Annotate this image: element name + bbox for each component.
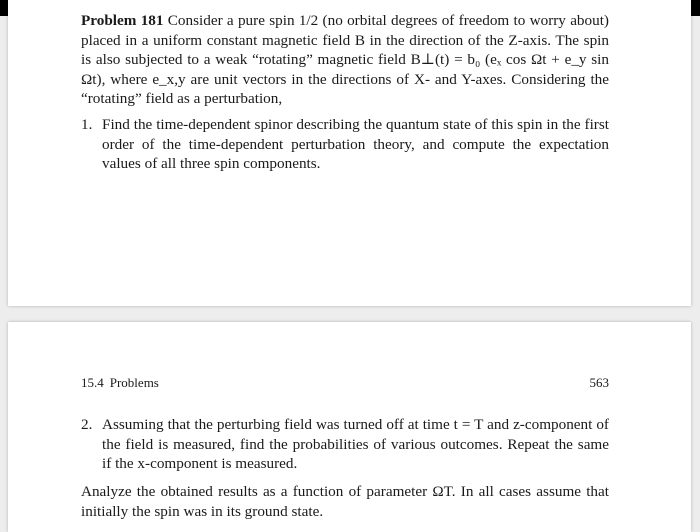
section-label [81, 375, 159, 391]
section-number: 15.4 [81, 375, 104, 390]
running-header [81, 375, 609, 391]
problem-intro [81, 11, 609, 109]
item-number: 1. [81, 116, 93, 133]
list-item-1 [81, 115, 609, 174]
item-text: Assuming that the perturbing field was turned off at time t = T and z-component of the field is measured, find the probabilities of various outcomes. Repeat the same if the x-component is measured. [102, 416, 609, 472]
section-title: Problems [109, 375, 159, 390]
item-number: 2. [81, 416, 93, 433]
page-number: 563 [589, 375, 609, 390]
closing-paragraph: Analyze the obtained results as a function of parameter ΩT. In all cases assume that initially the spin was in its ground state. [81, 483, 609, 520]
problem-intro-text: Consider a pure spin 1/2 (no orbital degrees of freedom to worry about) placed in a uniform constant magnetic field B in the direction of the Z-axis. The spin is also subjected to a weak “rotating” magnetic field B⊥(t) = b₀ (eₓ cos Ωt + e_y sin Ωt), where e_x,y are unit vectors in the directions of X- and Y-axes. Considering the “rotating” field as a perturbation, [81, 12, 609, 107]
list-item-2 [81, 415, 609, 474]
problem-heading: Problem 181 [81, 12, 164, 29]
item-text: Find the time-dependent spinor describing the quantum state of this spin in the first order of the time-dependent perturbation theory, and compute the expectation values of all three spin components. [102, 116, 609, 172]
